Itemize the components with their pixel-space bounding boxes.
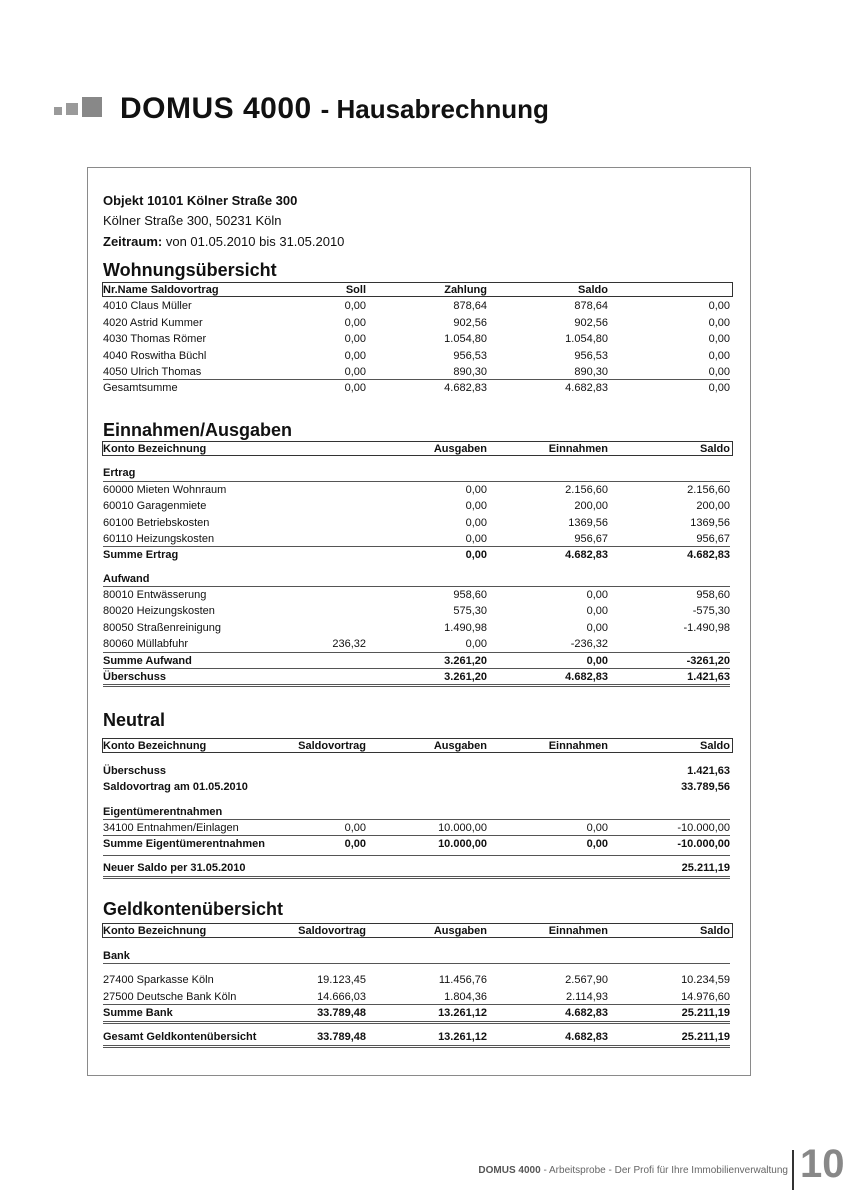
row-divider bbox=[103, 1021, 730, 1024]
table-cell: 25.211,19 bbox=[681, 1007, 730, 1019]
table-cell: 60000 Mieten Wohnraum bbox=[103, 484, 227, 496]
table-cell: 0,00 bbox=[586, 838, 608, 850]
row-divider bbox=[103, 586, 730, 587]
table-cell: 0,00 bbox=[586, 605, 608, 618]
zeitraum-line: Zeitraum: von 01.05.2010 bis 31.05.2010 bbox=[103, 234, 345, 249]
table-cell: 27500 Deutsche Bank Köln bbox=[103, 990, 237, 1003]
table-row bbox=[103, 605, 730, 619]
footer-divider bbox=[792, 1150, 794, 1190]
table-cell: 0,00 bbox=[708, 300, 730, 312]
table-cell: 60010 Garagenmiete bbox=[103, 500, 207, 513]
table-cell: 4010 Claus Müller bbox=[103, 300, 192, 312]
table-cell: Summe Eigentümerentnahmen bbox=[103, 838, 265, 850]
table-cell: 25.211,19 bbox=[681, 862, 730, 874]
table-cell: 0,00 bbox=[465, 516, 487, 529]
table-cell: 958,60 bbox=[696, 589, 730, 601]
table-cell: 0,00 bbox=[708, 382, 730, 394]
section-title-einaus: Einnahmen/Ausgaben bbox=[103, 420, 293, 440]
table-cell: 902,56 bbox=[453, 316, 487, 329]
table-cell: 33.789,48 bbox=[317, 1007, 366, 1019]
table-cell: 2.156,60 bbox=[687, 484, 730, 496]
row-divider bbox=[103, 963, 730, 964]
sum-row bbox=[103, 1007, 730, 1021]
table-cell: 0,00 bbox=[465, 549, 487, 561]
objekt-line: Objekt 10101 Kölner Straße 300 bbox=[103, 193, 298, 208]
table-cell: 4.682,83 bbox=[565, 549, 608, 561]
sum-row bbox=[103, 838, 730, 852]
table-cell: 11.456,76 bbox=[438, 974, 487, 986]
table-cell: 1.421,63 bbox=[687, 765, 730, 777]
table-row bbox=[103, 484, 730, 498]
table-cell: 4.682,83 bbox=[444, 382, 487, 394]
table-row bbox=[103, 822, 730, 836]
table-cell: 4020 Astrid Kummer bbox=[103, 316, 203, 329]
table-cell: 1.490,98 bbox=[444, 621, 487, 634]
table-cell: Gesamt Geldkontenübersicht bbox=[103, 1031, 257, 1043]
sum-row bbox=[103, 549, 730, 563]
document-title: DOMUS 4000 - Hausabrechnung bbox=[120, 92, 549, 125]
row-divider bbox=[103, 835, 730, 836]
table-cell: 4030 Thomas Römer bbox=[103, 333, 207, 345]
group-label-eigen: Eigentümerentnahmen bbox=[103, 806, 223, 818]
table-cell: -575,30 bbox=[692, 605, 730, 618]
table-cell: 2.567,90 bbox=[565, 974, 608, 986]
table-cell: 878,64 bbox=[453, 300, 487, 312]
logo-square-large bbox=[82, 97, 102, 117]
table-cell: 33.789,48 bbox=[317, 1031, 366, 1043]
table-header-row: Konto Bezeichnung Saldovortrag Ausgaben Einnahmen Saldo bbox=[103, 740, 730, 752]
table-cell: 0,00 bbox=[586, 621, 608, 634]
table-row bbox=[103, 991, 730, 1005]
table-row bbox=[103, 974, 730, 988]
row-divider bbox=[103, 1045, 730, 1048]
table-cell: 0,00 bbox=[708, 366, 730, 378]
table-cell: Summe Bank bbox=[103, 1007, 173, 1019]
table-cell: 0,00 bbox=[708, 333, 730, 345]
table-cell: Saldovortrag am 01.05.2010 bbox=[103, 781, 248, 793]
table-cell: 4.682,83 bbox=[565, 382, 608, 394]
table-cell: 4.682,83 bbox=[565, 1007, 608, 1019]
row-divider bbox=[103, 876, 730, 879]
table-cell: 4.682,83 bbox=[565, 1031, 608, 1043]
table-cell: 0,00 bbox=[586, 655, 608, 667]
table-cell: 80050 Straßenreinigung bbox=[103, 621, 222, 634]
table-cell: Überschuss bbox=[103, 765, 166, 777]
table-row bbox=[103, 317, 730, 331]
table-header-row: Konto Bezeichnung Saldovortrag Ausgaben Einnahmen Saldo bbox=[103, 925, 730, 937]
table-cell: 10.000,00 bbox=[438, 822, 487, 834]
section-title-geld: Geldkontenübersicht bbox=[103, 899, 284, 919]
table-cell: Gesamtsumme bbox=[103, 382, 178, 394]
table-cell: -236,32 bbox=[570, 637, 608, 650]
table-row bbox=[103, 589, 730, 603]
table-cell: 4.682,83 bbox=[687, 549, 730, 561]
table-cell: 25.211,19 bbox=[681, 1031, 730, 1043]
table-cell: 3.261,20 bbox=[444, 655, 487, 667]
row-divider bbox=[103, 379, 730, 380]
table-cell: 0,00 bbox=[344, 300, 366, 312]
table-cell: 27400 Sparkasse Köln bbox=[103, 974, 214, 986]
table-cell: 902,56 bbox=[574, 316, 608, 329]
total-row bbox=[103, 1031, 730, 1045]
table-cell: -10.000,00 bbox=[677, 838, 730, 850]
table-cell: 60110 Heizungskosten bbox=[103, 532, 215, 545]
page-number: 10 bbox=[800, 1142, 845, 1186]
table-cell: 0,00 bbox=[586, 822, 608, 834]
table-cell: 0,00 bbox=[465, 532, 487, 545]
table-cell: 1.054,80 bbox=[565, 333, 608, 345]
row-divider bbox=[103, 668, 730, 669]
ueberschuss-row bbox=[103, 671, 730, 685]
table-cell: 0,00 bbox=[708, 349, 730, 362]
table-cell: 0,00 bbox=[344, 838, 366, 850]
table-cell: 878,64 bbox=[574, 300, 608, 312]
table-cell: 0,00 bbox=[344, 366, 366, 378]
table-row bbox=[103, 622, 730, 636]
table-cell: 4040 Roswitha Büchl bbox=[103, 349, 207, 362]
row-divider bbox=[103, 684, 730, 687]
table-cell: -10.000,00 bbox=[677, 822, 730, 834]
table-cell: 956,67 bbox=[574, 532, 608, 545]
table-cell: 956,53 bbox=[453, 349, 487, 362]
neuer-saldo-row bbox=[103, 862, 730, 876]
table-cell: 956,53 bbox=[574, 349, 608, 362]
table-row bbox=[103, 366, 730, 380]
table-cell: 1369,56 bbox=[690, 516, 730, 529]
group-label-bank: Bank bbox=[103, 950, 130, 962]
table-cell: 13.261,12 bbox=[438, 1007, 487, 1019]
row-divider bbox=[103, 855, 730, 856]
table-cell: 0,00 bbox=[344, 333, 366, 345]
table-cell: 3.261,20 bbox=[444, 671, 487, 683]
footer-text: DOMUS 4000 - Arbeitsprobe - Der Profi für Ihre Immobilienverwaltung bbox=[478, 1165, 788, 1176]
table-row bbox=[103, 638, 730, 652]
table-cell: 1369,56 bbox=[568, 516, 608, 529]
table-row bbox=[103, 350, 730, 364]
table-cell: Summe Aufwand bbox=[103, 655, 192, 667]
table-cell: 80010 Entwässerung bbox=[103, 589, 207, 601]
total-row bbox=[103, 382, 730, 396]
table-cell: 14.976,60 bbox=[681, 990, 730, 1003]
table-cell: 575,30 bbox=[453, 605, 487, 618]
table-cell: 19.123,45 bbox=[317, 974, 366, 986]
table-cell: 0,00 bbox=[465, 484, 487, 496]
table-cell: 60100 Betriebskosten bbox=[103, 516, 210, 529]
table-cell: Neuer Saldo per 31.05.2010 bbox=[103, 862, 246, 874]
table-cell: 80020 Heizungskosten bbox=[103, 605, 215, 618]
table-cell: 0,00 bbox=[344, 349, 366, 362]
table-cell: 14.666,03 bbox=[317, 990, 366, 1003]
table-cell: 13.261,12 bbox=[438, 1031, 487, 1043]
table-cell: Summe Ertrag bbox=[103, 549, 179, 561]
table-cell: 10.000,00 bbox=[438, 838, 487, 850]
group-label-aufwand: Aufwand bbox=[103, 573, 150, 585]
sum-row bbox=[103, 655, 730, 669]
table-cell: 2.114,93 bbox=[565, 990, 608, 1003]
logo-square-small bbox=[54, 107, 62, 115]
table-cell: 34100 Entnahmen/Einlagen bbox=[103, 822, 239, 834]
ueberschuss-row bbox=[103, 765, 730, 779]
table-cell: 890,30 bbox=[574, 366, 608, 378]
table-cell: 200,00 bbox=[574, 500, 608, 513]
table-cell: 236,32 bbox=[332, 637, 366, 650]
table-cell: 80060 Müllabfuhr bbox=[103, 637, 189, 650]
table-cell: 958,60 bbox=[453, 589, 487, 601]
table-cell: 33.789,56 bbox=[681, 781, 730, 793]
table-cell: 1.421,63 bbox=[687, 671, 730, 683]
section-title-wohnung: Wohnungsübersicht bbox=[103, 260, 277, 280]
table-cell: 956,67 bbox=[696, 532, 730, 545]
table-cell: -1.490,98 bbox=[683, 621, 730, 634]
table-cell: 10.234,59 bbox=[681, 974, 730, 986]
table-cell: 0,00 bbox=[465, 637, 487, 650]
table-row bbox=[103, 533, 730, 547]
table-header-row: Nr.Name Saldovortrag Soll Zahlung Saldo bbox=[103, 284, 608, 296]
saldovortrag-row bbox=[103, 781, 730, 795]
table-cell: 0,00 bbox=[586, 589, 608, 601]
table-cell: 890,30 bbox=[453, 366, 487, 378]
row-divider bbox=[103, 652, 730, 653]
table-row bbox=[103, 333, 730, 347]
table-cell: 1.054,80 bbox=[444, 333, 487, 345]
table-cell: 0,00 bbox=[465, 500, 487, 513]
table-cell: 4050 Ulrich Thomas bbox=[103, 366, 202, 378]
table-row bbox=[103, 517, 730, 531]
table-row bbox=[103, 500, 730, 514]
row-divider bbox=[103, 481, 730, 482]
table-cell: 0,00 bbox=[344, 316, 366, 329]
table-cell: 0,00 bbox=[344, 382, 366, 394]
table-header-row: Konto Bezeichnung Ausgaben Einnahmen Saldo bbox=[103, 443, 730, 455]
table-cell: 4.682,83 bbox=[565, 671, 608, 683]
table-cell: 0,00 bbox=[708, 316, 730, 329]
group-label-ertrag: Ertrag bbox=[103, 467, 136, 479]
table-cell: 0,00 bbox=[344, 822, 366, 834]
row-divider bbox=[103, 1004, 730, 1005]
table-cell: Überschuss bbox=[103, 671, 166, 683]
section-title-neutral: Neutral bbox=[103, 710, 166, 730]
table-cell: 2.156,60 bbox=[565, 484, 608, 496]
table-cell: 1.804,36 bbox=[444, 990, 487, 1003]
row-divider bbox=[103, 819, 730, 820]
logo-square-medium bbox=[66, 103, 78, 115]
table-cell: 200,00 bbox=[696, 500, 730, 513]
table-row bbox=[103, 300, 730, 314]
address-line: Kölner Straße 300, 50231 Köln bbox=[103, 213, 282, 228]
row-divider bbox=[103, 546, 730, 547]
table-cell: -3261,20 bbox=[686, 655, 730, 667]
